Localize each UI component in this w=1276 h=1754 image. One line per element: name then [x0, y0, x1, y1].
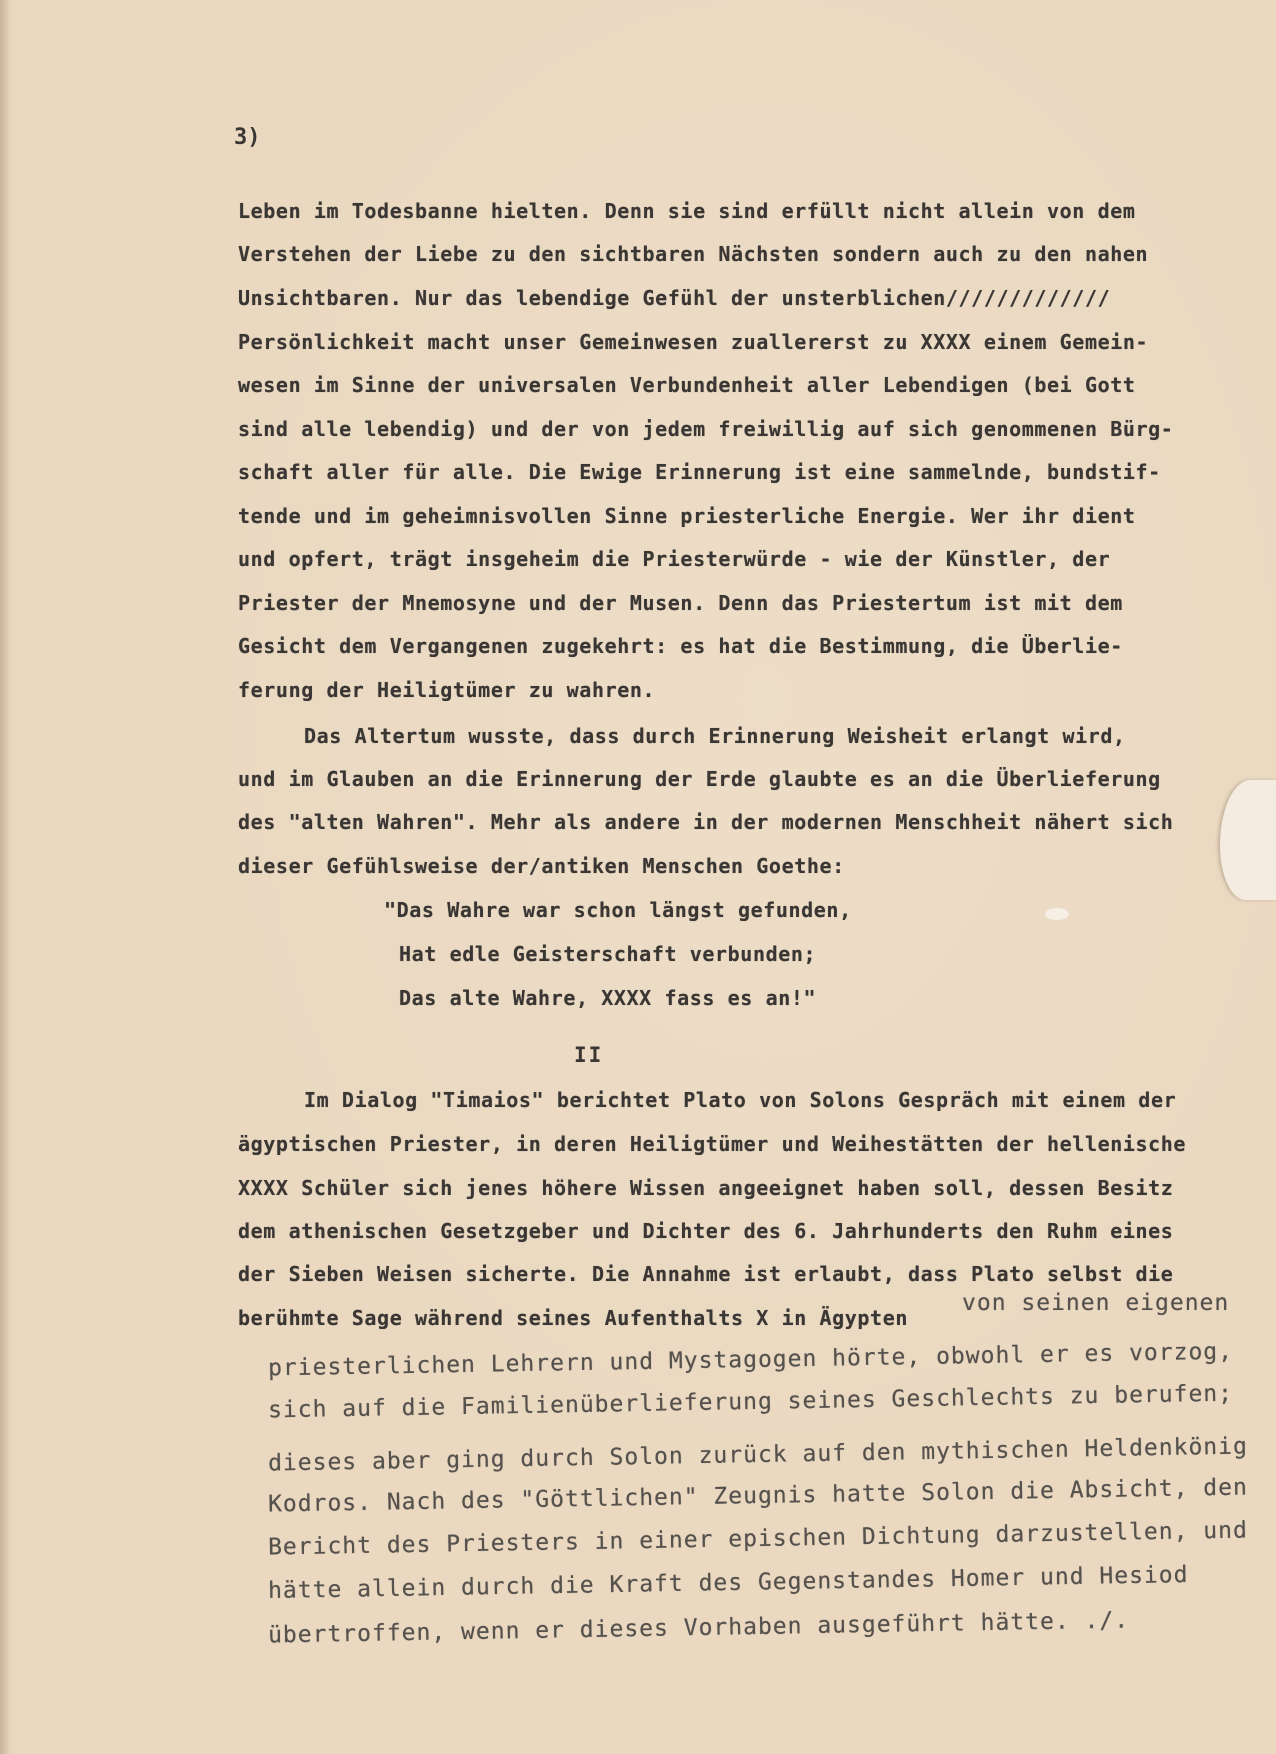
paragraph-line: und im Glauben an die Erinnerung der Erde glaubte es an die Überlieferung [238, 767, 1161, 791]
page-number: 3) [234, 125, 261, 150]
paragraph-line: Unsichtbaren. Nur das lebendige Gefühl der unsterblichen///////////// [238, 286, 1111, 310]
paragraph-line: dem athenischen Gesetzgeber und Dichter des 6. Jahrhunderts den Ruhm eines [238, 1219, 1174, 1243]
paragraph-line: und opfert, trägt insgeheim die Priesterwürde - wie der Künstler, der [238, 547, 1111, 571]
paragraph-line: Kodros. Nach des "Göttlichen" Zeugnis hatte Solon die Absicht, den [267, 1474, 1249, 1518]
paragraph-line: Persönlichkeit macht unser Gemeinwesen zuallererst zu XXXX einem Gemein- [238, 330, 1149, 354]
paragraph-line: tende und im geheimnisvollen Sinne priesterliche Energie. Wer ihr dient [238, 504, 1136, 528]
paragraph-line: der Sieben Weisen sicherte. Die Annahme ist erlaubt, dass Plato selbst die [238, 1262, 1174, 1286]
paragraph-line: XXXX Schüler sich jenes höhere Wissen angeeignet haben soll, dessen Besitz [238, 1176, 1174, 1200]
quote-line: Das alte Wahre, XXXX fass es an!" [399, 986, 817, 1010]
paragraph-line: Verstehen der Liebe zu den sichtbaren Nächsten sondern auch zu den nahen [238, 242, 1149, 266]
torn-paper-edge [1220, 780, 1276, 900]
quote-line: Hat edle Geisterschaft verbunden; [399, 942, 817, 966]
paragraph-line: übertroffen, wenn er dieses Vorhaben ausgeführt hätte. ./. [267, 1607, 1130, 1649]
paragraph-line: sind alle lebendig) und der von jedem freiwillig auf sich genommenen Bürg- [238, 417, 1174, 441]
paragraph-line: Das Altertum wusste, dass durch Erinnerung Weisheit erlangt wird, [304, 724, 1126, 748]
paragraph-line: des "alten Wahren". Mehr als andere in der modernen Menschheit nähert sich [238, 810, 1174, 834]
paragraph-line: dieses aber ging durch Solon zurück auf den mythischen Heldenkönig [267, 1433, 1249, 1477]
paragraph-line: Leben im Todesbanne hielten. Denn sie sind erfüllt nicht allein von dem [238, 199, 1136, 223]
paragraph-line: dieser Gefühlsweise der/antiken Menschen Goethe: [238, 854, 845, 878]
paragraph-line: Bericht des Priesters in einer epischen Dichtung darzustellen, und [267, 1517, 1249, 1561]
paragraph-line: schaft aller für alle. Die Ewige Erinnerung ist eine sammelnde, bundstif- [238, 460, 1161, 484]
paragraph-line-continuation: von seinen eigenen [962, 1290, 1230, 1316]
paragraph-line: wesen im Sinne der universalen Verbundenheit aller Lebendigen (bei Gott [238, 373, 1136, 397]
paper-damage-spot [1045, 908, 1069, 920]
page-edge-shadow [0, 0, 10, 1754]
paragraph-line: sich auf die Familienüberlieferung seines Geschlechts zu berufen; [267, 1380, 1234, 1424]
paragraph-line: priesterlichen Lehrern und Mystagogen hörte, obwohl er es vorzog, [267, 1338, 1234, 1382]
paragraph-line: Gesicht dem Vergangenen zugekehrt: es hat die Bestimmung, die Überlie- [238, 634, 1123, 658]
paragraph-line: hätte allein durch die Kraft des Gegenstandes Homer und Hesiod [267, 1561, 1189, 1605]
paragraph-line: ferung der Heiligtümer zu wahren. [238, 678, 656, 702]
paragraph-line: ägyptischen Priester, in deren Heiligtümer und Weihestätten der hellenische [238, 1132, 1187, 1156]
paragraph-line: Priester der Mnemosyne und der Musen. Denn das Priestertum ist mit dem [238, 591, 1123, 615]
paragraph-line: Im Dialog "Timaios" berichtet Plato von Solons Gespräch mit einem der [304, 1088, 1177, 1112]
section-heading: II [574, 1043, 604, 1067]
quote-line: "Das Wahre war schon längst gefunden, [384, 898, 852, 922]
paragraph-line: berühmte Sage während seines Aufenthalts X in Ägypten [238, 1306, 908, 1330]
